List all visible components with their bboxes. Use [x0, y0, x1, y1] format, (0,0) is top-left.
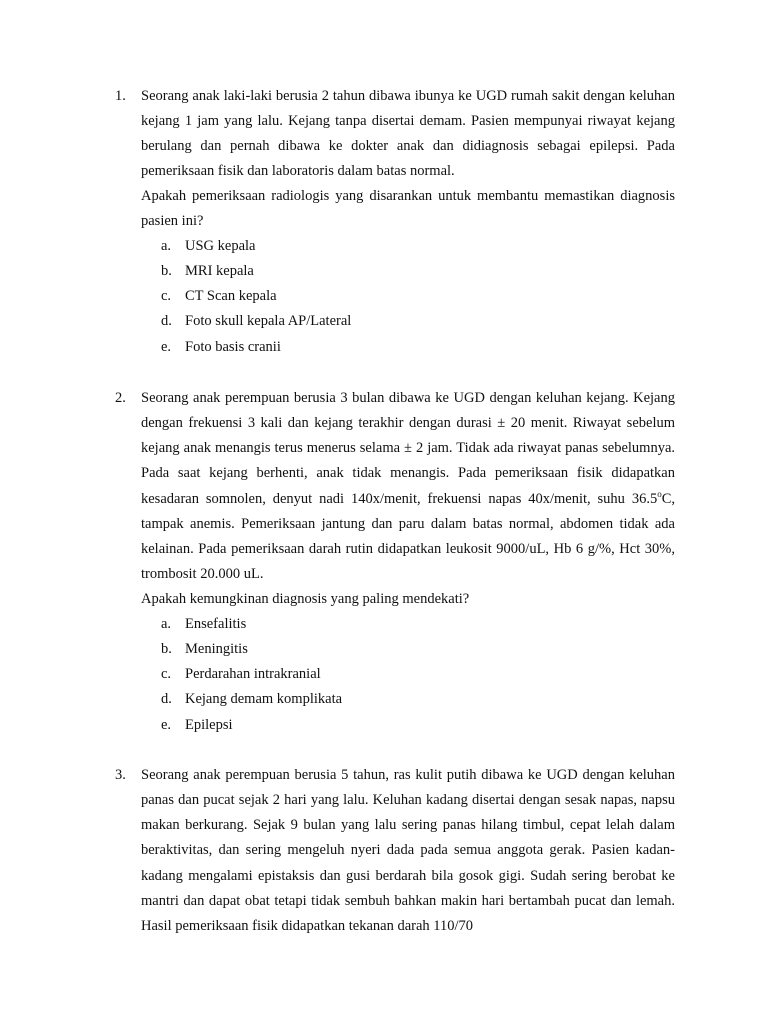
answer-option: c. Perdarahan intrakranial	[161, 666, 321, 683]
answer-option: e. Foto basis cranii	[161, 338, 281, 355]
degree-mark: o	[657, 488, 662, 499]
answer-option: e. Epilepsi	[161, 716, 233, 733]
question-prompt: Apakah kemungkinan diagnosis yang paling mendekati?	[141, 591, 470, 607]
answer-option: b. Meningitis	[161, 641, 248, 658]
question-stem: Seorang anak perempuan berusia 5 tahun, ras kulit putih dibawa ke UGD dengan keluhan panas dan pucat sejak 2 hari yang lalu. Keluhan kadang disertai dengan sesak napas, napsu makan berkurang. Sejak 9 bulan yang lalu sering panas hilang timbul, cepat lelah dalam beraktivitas, dan sering mengeluh nyeri dada pada semua anggota gerak. Pasien kadan-kadang mengalami epistaksis dan gusi berdarah bila gosok gigi. Sudah sering berobat ke mantri dan dapat obat tetapi tidak sembuh bahkan makin hari bertambah pucat dan lemah. Hasil pemeriksaan fisik didapatkan tekanan darah 110/70	[141, 767, 675, 934]
question-stem: Seorang anak perempuan berusia 3 bulan dibawa ke UGD dengan keluhan kejang. Kejang dengan frekuensi 3 kali dan kejang terakhir dengan durasi ± 20 menit. Riwayat sebelum kejang anak menangis terus menerus selama ± 2 jam. Tidak ada riwayat panas sebelumnya. Pada saat kejang berhenti, anak tidak menangis. Pada pemeriksaan fisik didapatkan kesadaran somnolen, denyut nadi 140x/menit, frekuensi napas 40x/menit, suhu 36.5$^o$C, tampak anemis. Pemeriksaan jantung dan paru dalam batas normal, abdomen tidak ada kelainan. Pada pemeriksaan darah rutin didapatkan leukosit 9000/uL, Hb 6 g/%, Hct 30%, trombosit 20.000 uL.	[141, 390, 675, 583]
question-stem: Seorang anak laki-laki berusia 2 tahun dibawa ibunya ke UGD rumah sakit dengan keluhan kejang 1 jam yang lalu. Kejang tanpa disertai demam. Pasien mempunyai riwayat kejang berulang dan pernah dibawa ke dokter anak dan didiagnosis sebagai epilepsi. Pada pemeriksaan fisik dan laboratoris dalam batas normal.	[141, 88, 675, 180]
question-number: 3.	[115, 767, 126, 783]
answer-option: a. USG kepala	[161, 238, 256, 254]
answer-option: c. CT Scan kepala	[161, 288, 277, 305]
question-number: 2.	[115, 390, 126, 406]
answer-option: b. MRI kepala	[161, 263, 254, 280]
answer-options	[161, 612, 342, 738]
question-prompt: Apakah pemeriksaan radiologis yang disarankan untuk membantu memastikan diagnosis pasien ini?	[141, 188, 675, 230]
question-number: 1.	[115, 88, 126, 104]
answer-option: a. Ensefalitis	[161, 616, 247, 632]
answer-options	[161, 234, 351, 360]
answer-option: d. Kejang demam komplikata	[161, 691, 343, 708]
answer-option: d. Foto skull kepala AP/Lateral	[161, 313, 352, 330]
